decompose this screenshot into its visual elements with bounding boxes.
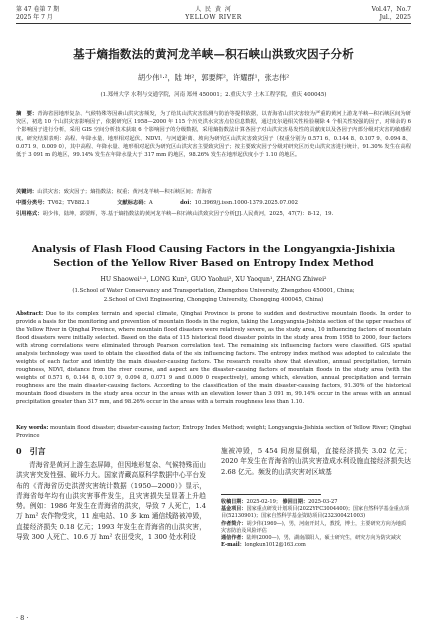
volume-en: Vol.47，No.7 <box>371 6 411 13</box>
abstract-label-cn: 摘 要： <box>16 111 38 117</box>
page-number: · 8 · <box>16 614 29 622</box>
journal-name-en: YELLOW RIVER <box>185 13 242 21</box>
keywords-text-en: mountain flood disaster; disaster-causing factor; Entropy Index Method; weight; Longyangxia-Jishixia section of Yellow River; Qinghai Province <box>16 425 412 439</box>
abstract-text-cn: 青海省因地形复杂、气候特殊等因素山洪灾害频发，为了给其山洪灾害监测与防治等提供依据，以青海省山洪灾害较为严重的黄河上游龙羊峡—积石峡区间为研究区，初选 10 个山洪灾害影响因子，依据研究区 1958—2000 年 115 个历史洪水灾害点位信息数据，通过皮尔逊相关性检验剔除 4 个相关性较强的因子，对筛余的 6 个影响因子进行分析，采用 GIS 空间分析技术获取 6 个影响因子的分级数据，采用熵指数法计算各因子对山洪灾害易发性的贡献度以及各因子内部分级对灾害的敏感程度。研究结果表明：高程、年降水量、地形相对起伏、NDVI、与河道距离、坡向为研究区山洪灾害致灾因子（权重分别为 0.571 6、0.144 8、0.107 9、0.094 8、0.071 9、0.009 0），其中高程、年降水量、地形相对起伏为研究区山洪灾害主要致灾因子；按主要致灾因子分级对研究区历史山洪灾害进行统计，91.30% 发生在高程低于 3 091 m 的地区，99.14% 发生在年降水量大于 317 mm 的地区，98.26% 发生在地形起伏度小于 1.10 的地区。 <box>16 111 411 159</box>
abstract-cn <box>16 110 411 159</box>
footnote-rule <box>221 494 321 495</box>
revised-label: 修回日期： <box>282 499 309 505</box>
header-right <box>372 6 411 21</box>
abstract-en <box>16 310 411 406</box>
classification-line <box>16 199 411 207</box>
intro-paragraph-left: 青海省是黄河上游生态屏障，但因地形复杂、气候特殊而山洪灾害突发性强、破坏力大。国家青藏高原科学数据中心平台发布的《青海省历史洪涝灾害统计数据（1950—2000）》显示，青海省每年均有山洪灾害事件发生，且灾害损失呈显著上升趋势。例如：1986 年发生在青海省的洪灾，导致 7 人死亡，1.4 万 hm² 农作物受灾，11 座电站、10 多 km 通信线路被冲毁，直接经济损失 0.18 亿元；1993 年发生在青海省的山洪灾害，导致 300 人死亡、10.6 万 hm² 农田受灾，1 300 处水利设 <box>16 461 206 542</box>
title-en-line2: Section of the Yellow River Based on Entropy Index Method <box>53 258 374 269</box>
title-en-line1: Analysis of Flash Flood Causing Factors in the Longyangxia-Jishixia <box>31 244 396 255</box>
date-cn: 2025 年 7 月 <box>16 13 53 21</box>
corresponding-label: 通信作者： <box>221 535 247 542</box>
email-link[interactable]: longkun1012@163.com <box>244 542 306 549</box>
affiliation-cn: (1.郑州大学 水利与交通学院，河南 郑州 450001；2.重庆大学 土木工程学院，重庆 400045) <box>100 92 327 98</box>
author-bio-line <box>221 521 411 535</box>
doccode-value: A <box>148 200 153 206</box>
paper-title-en <box>16 243 411 271</box>
author-bio-label: 作者简介： <box>221 520 247 527</box>
keywords-en <box>16 424 411 440</box>
received-label: 收稿日期： <box>221 499 247 505</box>
fund-line <box>221 506 411 520</box>
clc-label: 中图分类号： <box>16 200 48 206</box>
left-column <box>16 446 206 542</box>
keywords-label-en: Key words: <box>16 425 49 431</box>
keywords-text-cn: 山洪灾害；致灾因子；熵指数法；权重；黄河龙羊峡—积石峡区间；青海省 <box>37 189 213 195</box>
affiliation-en-1: (1.School of Water Conservancy and Transportation, Zhengzhou University, Zhengzhou 450001, China; <box>72 288 355 294</box>
email-line <box>221 542 411 549</box>
doi-value: 10.3969/j.issn.1000-1379.2025.07.002 <box>194 200 299 206</box>
intro-paragraph-right: 施被冲毁，5 454 间房屋倒塌，直接经济损失 3.02 亿元；2020 年发生在青海省的山洪灾害造成水利设施直接经济损失达 2.68 亿元。频发的山洪灾害对区域基 <box>221 447 411 476</box>
dates-line: 收稿日期：2025-02-19； 修回日期：2025-03-27 <box>221 499 338 505</box>
issue-cn: 第 47 卷第 7 期 <box>16 6 60 13</box>
fund-label: 基金项目： <box>221 506 247 513</box>
citation-format <box>16 210 411 218</box>
header-rule <box>16 23 411 24</box>
header-center <box>16 6 411 21</box>
author-bio-text: 胡少伟(1969—)，男，河南开封人，教授，博士，主要研究方向为地质灾害防治及风险评估 <box>221 520 407 534</box>
right-column <box>221 446 411 477</box>
keywords-cn <box>16 188 411 196</box>
abstract-label-en: Abstract: <box>16 311 44 317</box>
doccode-label: 文献标志码： <box>117 200 149 206</box>
footnote-block <box>221 499 411 549</box>
fund-text: 国家重点研发计划项目(2022YFC3004400)；国家自然科学基金重点项目(52130901)；国家自然科学基金资助项目(232300421003) <box>221 506 409 520</box>
section-heading-intro: 0 引言 <box>16 446 46 456</box>
affiliation-en-2: 2.School of Civil Engineering, Chongqing University, Chongqing 400045, China) <box>103 297 324 303</box>
keywords-label-cn: 关键词： <box>16 189 38 195</box>
paper-title-cn: 基于熵指数法的黄河龙羊峡—积石峡山洪致灾因子分析 <box>73 47 354 61</box>
journal-name-cn: 人 民 黄 河 <box>195 6 232 13</box>
date-en: Jul.，2025 <box>379 13 411 21</box>
authors-cn: 胡少伟¹·²，陆 坤²，郭要辉²，许耀群¹，张志伟² <box>137 73 290 82</box>
abstract-text-en: Due to its complex terrain and special climate, Qinghai Province is prone to sudden and destructive mountain floods. In order to provide a basis for the monitoring and prevention of mountain floods in the region, taking the Longyangxia-Jishixia section of the upper reaches of the Yellow River in Qinghai Province, where mountain flood disasters were relatively severe, as the study area, 10 influencing factors of mountain flood disasters were initially selected. Based on the data of 115 historical flood disaster points in the study area from 1958 to 2000, four factors with strong correlations were eliminated through Pearson correlation test. The remaining six influencing factors were classified. GIS spatial analysis technology was used to obtain the classified data of the six influencing factors. The entropy index method was adopted to calculate the weights of each factor and identify the main disaster-causing factors. The research results show that elevation, annual precipitation, terrain roughness, NDVI, distance from the river course, and aspect are the disaster-causing factors of mountain floods in the study area (with the weights of 0.571 6, 0.144 8, 0.107 9, 0.094 8, 0.071 9 and 0.009 0 respectively), among which, elevation, annual precipitation and terrain roughness are the main disaster-causing factors. According to the classification of the main disaster-causing factors, 91.30% of the historical mountain flood disasters in the study area occur in the areas with an elevation lower than 3 091 m, 99.14% occur in the areas with an annual precipitation greater than 317 mm, and 98.26% occur in the areas with a terrain roughness less than 1.10. <box>16 311 411 405</box>
corresponding-text: 陆坤(2000—)，男，湖南邵阳人，硕士研究生，研究方向为防灾减灾 <box>246 535 401 542</box>
revised-date: 2025-03-27 <box>308 499 338 505</box>
doi-label: doi： <box>180 200 195 206</box>
authors-en: HU Shaowei¹·², LONG Kun², GUO Yaohui², XU Yaoqun¹, ZHANG Zhiwei² <box>100 276 327 283</box>
received-date: 2025-02-19 <box>246 499 276 505</box>
cite-label: 引用格式： <box>16 211 43 217</box>
clc-value: TV62；TV882.1 <box>47 200 90 206</box>
email-label: E-mail： <box>221 542 245 549</box>
cite-text: 胡少伟，陆坤，郭要辉，等.基于熵指数法的黄河龙羊峡—积石峡山洪致灾因子分析[J].人民黄河，2025，47(7)：8-12，19. <box>42 211 334 217</box>
